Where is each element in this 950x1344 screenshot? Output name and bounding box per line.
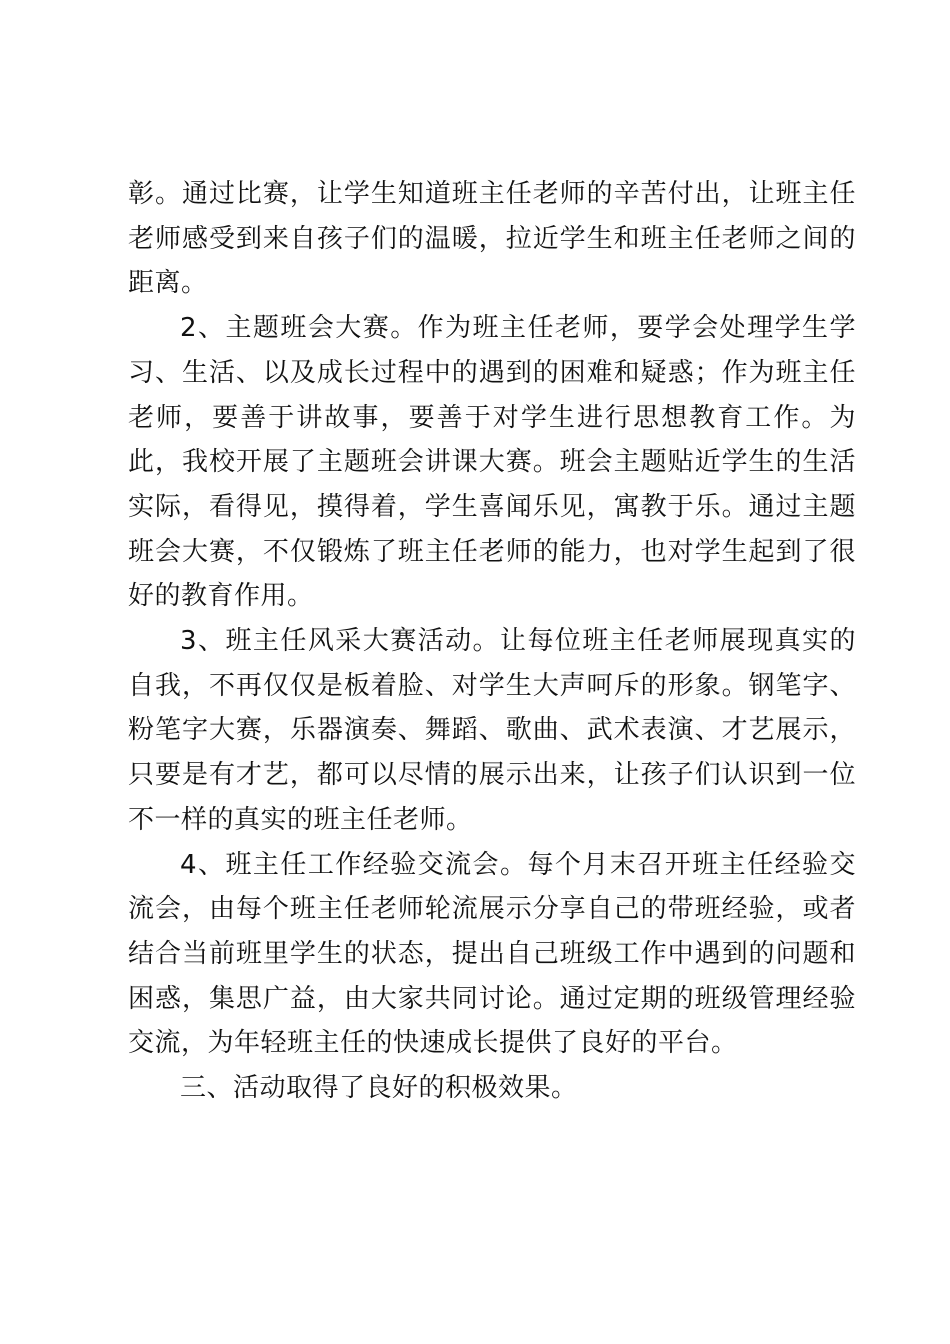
paragraph-experience-exchange-meeting: 4、班主任工作经验交流会。每个月末召开班主任经验交流会，由每个班主任老师轮流展示分享自己的带班经验，或者结合当前班里学生的状态，提出自己班级工作中遇到的问题和困惑，集思广益，由大家共同讨论。通过定期的班级管理经验交流，为年轻班主任的快速成长提供了良好的平台。 <box>128 849 856 1059</box>
body-text <box>128 172 856 1111</box>
paragraph-teacher-style-contest: 3、班主任风采大赛活动。让每位班主任老师展现真实的自我，不再仅仅是板着脸、对学生大声呵斥的形象。钢笔字、粉笔字大赛，乐器演奏、舞蹈、歌曲、武术表演、才艺展示，只要是有才艺，都可以尽情的展示出来，让孩子们认识到一位不一样的真实的班主任老师。 <box>128 626 856 835</box>
section-heading-results: 三、活动取得了良好的积极效果。 <box>180 1073 578 1104</box>
paragraph-theme-class-meeting-contest: 2、主题班会大赛。作为班主任老师，要学会处理学生学习、生活、以及成长过程中的遇到的困难和疑惑；作为班主任老师，要善于讲故事，要善于对学生进行思想教育工作。为此，我校开展了主题班会讲课大赛。班会主题贴近学生的生活实际，看得见，摸得着，学生喜闻乐见，寓教于乐。通过主题班会大赛，不仅锻炼了班主任老师的能力，也对学生起到了很好的教育作用。 <box>128 313 856 612</box>
paragraph-continuation: 彰。通过比赛，让学生知道班主任老师的辛苦付出，让班主任老师感受到来自孩子们的温暖，拉近学生和班主任老师之间的距离。 <box>128 179 856 299</box>
